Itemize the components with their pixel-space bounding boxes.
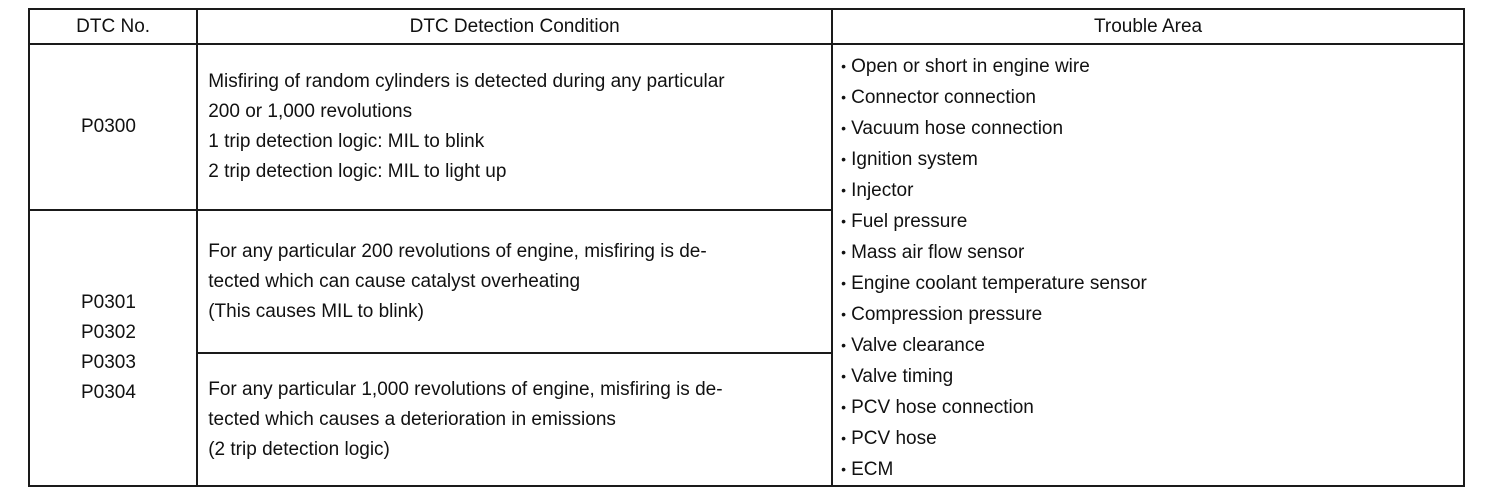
bullet-icon: • [841, 120, 847, 136]
header-row [29, 9, 1464, 44]
bullet-icon: • [841, 151, 847, 167]
trouble-area-text: Valve timing [851, 366, 954, 387]
trouble-area-item [841, 268, 1463, 299]
bullet-icon: • [841, 58, 847, 74]
condition-line: 2 trip detection logic: MIL to light up [208, 161, 507, 182]
bullet-icon: • [841, 368, 847, 384]
bullet-icon: • [841, 337, 847, 353]
trouble-area-text: Fuel pressure [851, 211, 968, 232]
bullet-icon: • [841, 399, 847, 415]
trouble-area-text: PCV hose connection [851, 397, 1034, 418]
trouble-area-item [841, 113, 1463, 144]
condition-cell [197, 44, 832, 210]
dtc-table [28, 8, 1465, 487]
trouble-area-text: Open or short in engine wire [851, 56, 1090, 77]
condition-cell [197, 353, 832, 486]
condition-line: tected which causes a deterioration in emissions [208, 408, 616, 430]
dtc-code: P0303 [81, 352, 136, 373]
condition-line: For any particular 200 revolutions of engine, misfiring is de- [208, 240, 707, 262]
trouble-area-text: ECM [851, 459, 894, 480]
trouble-area-text: Compression pressure [851, 304, 1043, 325]
bullet-icon: • [841, 430, 847, 446]
trouble-area-list [841, 51, 1463, 485]
condition-line: For any particular 1,000 revolutions of engine, misfiring is de- [208, 378, 723, 400]
header-dtc-no: DTC No. [29, 9, 197, 44]
trouble-area-text: Valve clearance [851, 335, 985, 356]
trouble-area-item [841, 454, 1463, 485]
table-row-p0300 [29, 44, 1464, 210]
dtc-code: P0300 [81, 116, 136, 137]
trouble-area-item [841, 51, 1463, 82]
trouble-area-text: Connector connection [851, 87, 1036, 108]
trouble-area-text: Ignition system [851, 149, 978, 170]
condition-line: (2 trip detection logic) [208, 438, 390, 460]
dtc-code-cell [29, 44, 197, 210]
bullet-icon: • [841, 213, 847, 229]
trouble-area-item [841, 175, 1463, 206]
dtc-code-cell [29, 210, 197, 486]
trouble-area-item [841, 392, 1463, 423]
trouble-area-text: Injector [851, 180, 914, 201]
trouble-area-text: Engine coolant temperature sensor [851, 273, 1147, 294]
trouble-area-cell [832, 44, 1464, 486]
trouble-area-item [841, 423, 1463, 454]
bullet-icon: • [841, 461, 847, 477]
trouble-area-item [841, 237, 1463, 268]
condition-cell [197, 210, 832, 353]
trouble-area-item [841, 330, 1463, 361]
condition-line: (This causes MIL to blink) [208, 300, 424, 322]
bullet-icon: • [841, 306, 847, 322]
condition-line: 1 trip detection logic: MIL to blink [208, 131, 485, 152]
bullet-icon: • [841, 182, 847, 198]
bullet-icon: • [841, 244, 847, 260]
dtc-code: P0301 [81, 292, 136, 313]
bullet-icon: • [841, 89, 847, 105]
bullet-icon: • [841, 275, 847, 291]
trouble-area-text: PCV hose [851, 428, 937, 449]
trouble-area-item [841, 144, 1463, 175]
condition-line: Misfiring of random cylinders is detected during any particular [208, 71, 725, 92]
trouble-area-item [841, 82, 1463, 113]
condition-line: tected which can cause catalyst overheating [208, 270, 581, 292]
header-trouble-area: Trouble Area [832, 9, 1464, 44]
dtc-code: P0304 [81, 382, 136, 403]
trouble-area-text: Vacuum hose connection [851, 118, 1064, 139]
trouble-area-text: Mass air flow sensor [851, 242, 1025, 263]
trouble-area-item [841, 299, 1463, 330]
condition-line: 200 or 1,000 revolutions [208, 101, 413, 122]
trouble-area-item [841, 361, 1463, 392]
trouble-area-item [841, 206, 1463, 237]
dtc-code: P0302 [81, 322, 136, 343]
header-condition: DTC Detection Condition [197, 9, 832, 44]
